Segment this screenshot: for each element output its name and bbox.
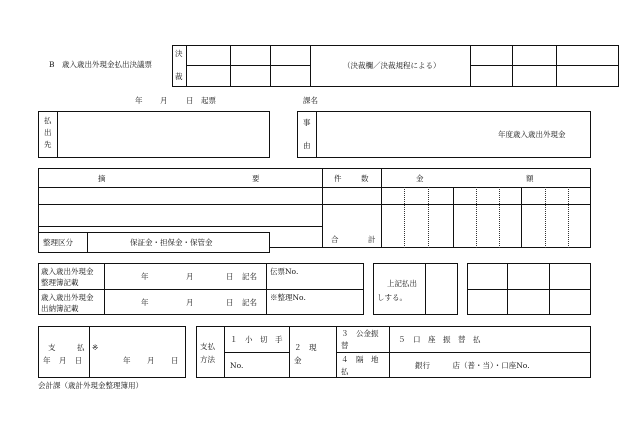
method-bank: 銀行 店（普・当）・口座No.: [415, 361, 530, 370]
notice-box: [373, 263, 458, 315]
method-public-2: 替: [341, 341, 349, 350]
ledger-row2-line1: 歳入歳出外現金: [41, 293, 94, 302]
payee-label-1: 払: [44, 116, 52, 125]
method-cash-1: ２ 現: [294, 343, 317, 352]
payee-label-2: 出: [44, 128, 52, 137]
ledger-row2-line2: 出納簿記載: [41, 304, 79, 313]
approval-note: （決裁欄／決裁規程による）: [343, 61, 441, 70]
approval-label-bottom: 裁: [175, 72, 183, 81]
payment-date-box: [38, 326, 186, 378]
ledger-row2-month: 月: [186, 298, 194, 307]
draft-day-label: 日: [186, 96, 194, 105]
reason-label-2: 由: [303, 141, 311, 150]
section-label: 課名: [303, 96, 318, 105]
count-header-2: 数: [361, 174, 369, 183]
form-title: B 歳入歳出外現金払出決議票: [49, 60, 153, 69]
payment-day-label: 日: [171, 356, 179, 365]
ledger-row2-entered: 記名: [242, 298, 257, 307]
method-label-2: 方法: [200, 355, 215, 364]
method-label-1: 支払: [200, 342, 215, 351]
ref-no-label: ※整理No.: [270, 293, 306, 302]
total-label-1: 合: [331, 235, 339, 244]
summary-header-1: 摘: [98, 174, 106, 183]
payment-date-mark: ※: [92, 343, 99, 352]
draft-month-label: 月: [160, 96, 168, 105]
payee-label-3: 先: [44, 140, 52, 149]
ledger-row1-entered: 記名: [242, 272, 257, 281]
method-check: １ 小 切 手: [230, 335, 283, 344]
notice-line2: しする。: [377, 293, 407, 302]
method-remote-1: ４ 隔 地: [341, 355, 379, 364]
total-label-2: 計: [368, 235, 376, 244]
amount-header-2: 額: [526, 174, 534, 183]
draft-year-label: 年: [135, 96, 143, 105]
method-check-no: No.: [230, 361, 244, 370]
method-public-1: ３ 公金振: [341, 329, 379, 338]
amount-header-1: 金: [416, 174, 424, 183]
ledger-row1-line2: 整理簿記載: [41, 278, 79, 287]
ledger-row1-day: 日: [226, 272, 234, 281]
method-cash-2: 金: [294, 356, 302, 365]
reason-text: 年度歳入歳出外現金: [498, 130, 566, 139]
ledger-row1-line1: 歳入歳出外現金: [41, 267, 94, 276]
payment-year-label: 年: [123, 356, 131, 365]
category-label: 整理区分: [43, 238, 73, 247]
reason-label-1: 事: [303, 118, 311, 127]
payment-month-label: 月: [147, 356, 155, 365]
count-header-1: 件: [334, 174, 342, 183]
ledger-row2-year: 年: [141, 298, 149, 307]
payment-date-label-3: 年 月 日: [43, 356, 83, 365]
ledger-row2-day: 日: [226, 298, 234, 307]
category-value: 保証金・担保金・保管金: [130, 238, 213, 247]
ledger-row1-year: 年: [141, 272, 149, 281]
form-footer: 会計課（歳計外現金整理簿用）: [38, 381, 143, 390]
method-transfer: ５ 口 座 振 替 払: [398, 335, 481, 344]
slip-no-label: 伝票No.: [270, 267, 299, 276]
drafted-label: 起票: [201, 96, 216, 105]
payee-box: [38, 111, 270, 158]
method-remote-2: 払: [341, 367, 349, 376]
ledger-row1-month: 月: [186, 272, 194, 281]
payment-date-label-2: 払: [77, 343, 85, 352]
notice-line1: 上記払出: [387, 279, 417, 288]
approval-label-top: 決: [175, 49, 183, 58]
summary-header-2: 要: [252, 174, 260, 183]
payment-date-label-1: 支: [48, 343, 56, 352]
